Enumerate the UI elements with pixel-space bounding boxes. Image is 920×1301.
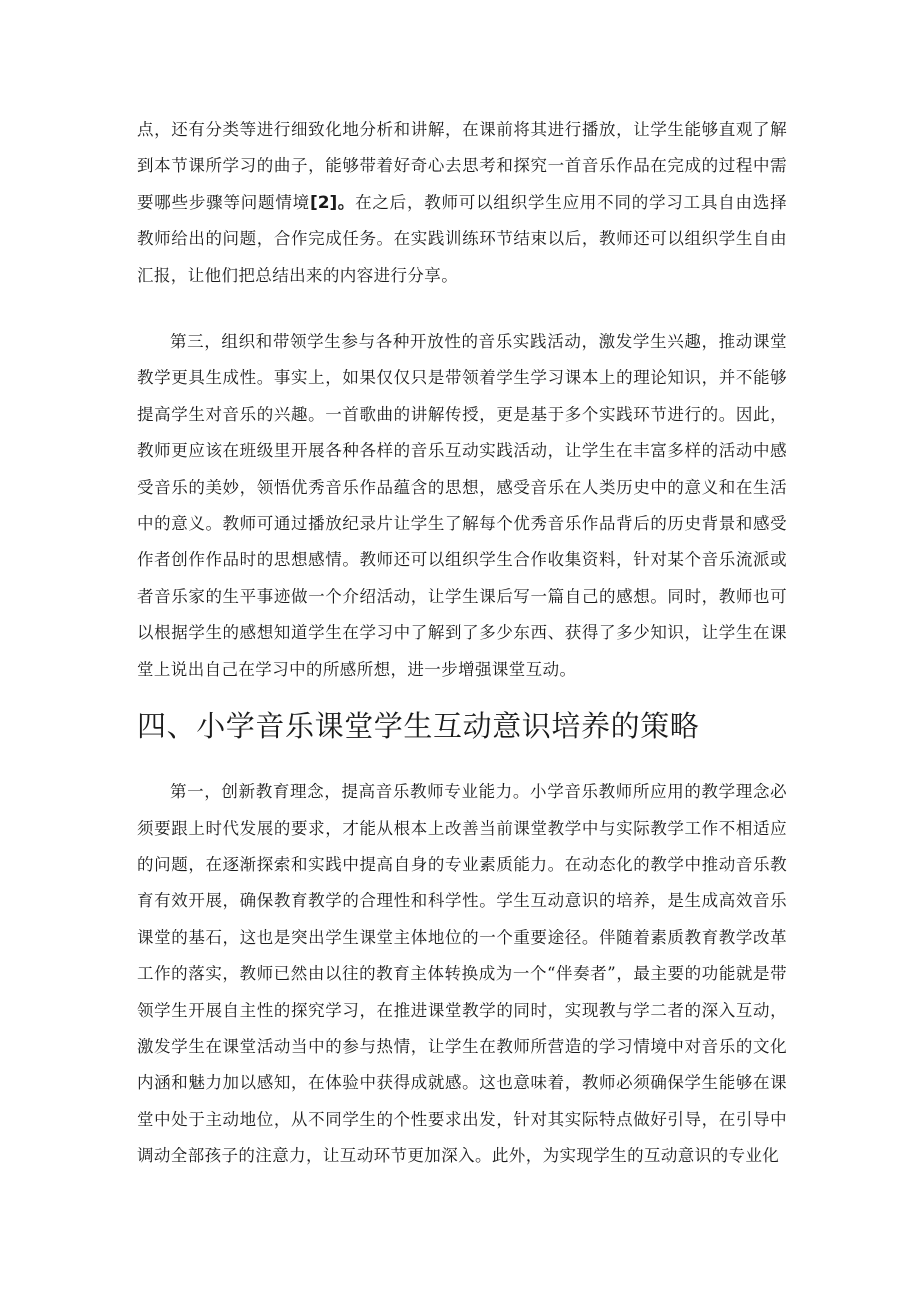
citation-reference: [2]。: [309, 192, 356, 213]
paragraph-continuation: [137, 112, 787, 294]
paragraph-first-strategy: 第一，创新教育理念，提高音乐教师专业能力。小学音乐教师所应用的教学理念必须要跟上时代发展的要求，才能从根本上改善当前课堂教学中与实际教学工作不相适应的问题，在逐渐探索和实践中提高自身的专业素质能力。在动态化的教学中推动音乐教育有效开展，确保教育教学的合理性和科学性。学生互动意识的培养，是生成高效音乐课堂的基石，这也是突出学生课堂主体地位的一个重要途径。伴随着素质教育教学改革工作的落实，教师已然由以往的教育主体转换成为一个“伴奏者”，最主要的功能就是带领学生开展自主性的探究学习，在推进课堂教学的同时，实现教与学二者的深入互动，激发学生在课堂活动当中的参与热情，让学生在教师所营造的学习情境中对音乐的文化内涵和魅力加以感知，在体验中获得成就感。这也意味着，教师必须确保学生能够在课堂中处于主动地位，从不同学生的个性要求出发，针对其实际特点做好引导，在引导中调动全部孩子的注意力，让互动环节更加深入。此外，为实现学生的互动意识的专业化: [137, 782, 787, 1166]
page-body: [137, 112, 787, 1175]
paragraph-text: 点，还有分类等进行细致化地分析和讲解，在课前将其进行播放，让学生能够直观了解到本节课所学习的曲子，能够带着好奇心去思考和探究一首音乐作品在完成的过程中需要哪些步骤等问题情境: [137, 120, 787, 212]
paragraph-third-point: 第三，组织和带领学生参与各种开放性的音乐实践活动，激发学生兴趣，推动课堂教学更具生成性。事实上，如果仅仅只是带领着学生学习课本上的理论知识，并不能够提高学生对音乐的兴趣。一首歌曲的讲解传授，更是基于多个实践环节进行的。因此，教师更应该在班级里开展各种各样的音乐互动实践活动，让学生在丰富多样的活动中感受音乐的美妙，领悟优秀音乐作品蕴含的思想，感受音乐在人类历史中的意义和在生活中的意义。教师可通过播放纪录片让学生了解每个优秀音乐作品背后的历史背景和感受作者创作作品时的思想感情。教师还可以组织学生合作收集资料，针对某个音乐流派或者音乐家的生平事迹做一个介绍活动，让学生课后写一篇自己的感想。同时，教师也可以根据学生的感想知道学生在学习中了解到了多少东西、获得了多少知识，让学生在课堂上说出自己在学习中的所感所想，进一步增强课堂互动。: [137, 332, 787, 679]
section-heading: 四、小学音乐课堂学生互动意识培养的策略: [137, 709, 700, 744]
paragraph-text: 在之后，教师可以组织学生应用不同的学习工具自由选择教师给出的问题，合作完成任务。在实践训练环节结束以后，教师还可以组织学生自由汇报，让他们把总结出来的内容进行分享。: [137, 192, 788, 285]
paragraph-spacer: [137, 294, 787, 324]
